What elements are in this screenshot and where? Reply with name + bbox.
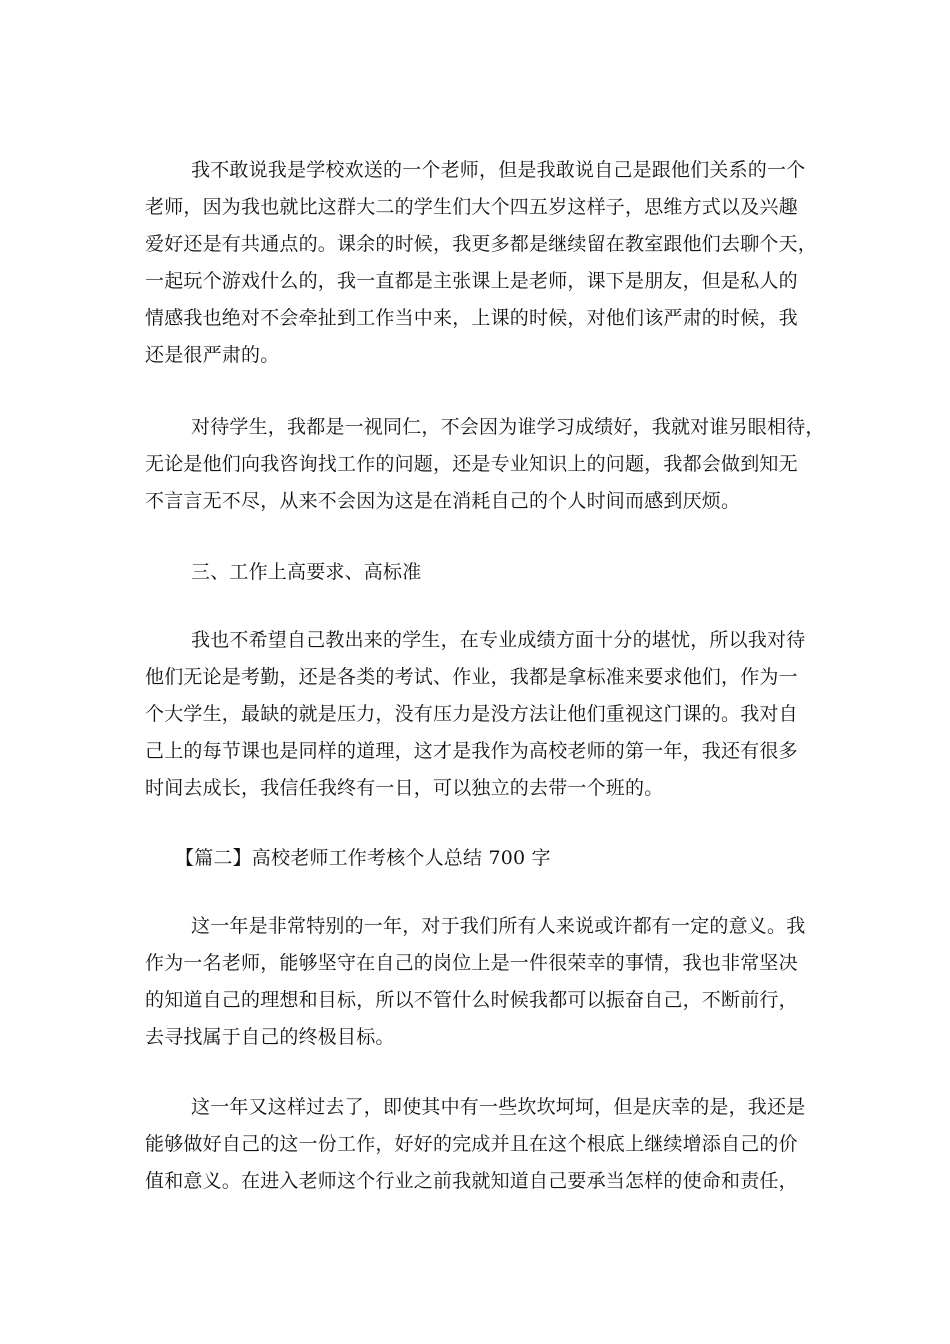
paragraph-line: 个大学生，最缺的就是压力，没有压力是没方法让他们重视这门课的。我对自 — [145, 703, 798, 725]
paragraph-line: 爱好还是有共通点的。课余的时候，我更多都是继续留在教室跟他们去聊个天， — [145, 233, 818, 255]
paragraph-line: 还是很严肃的。 — [145, 344, 280, 366]
paragraph-line: 能够做好自己的这一份工作，好好的完成并且在这个根底上继续增添自己的价 — [145, 1133, 798, 1155]
paragraph-line: 他们无论是考勤，还是各类的考试、作业，我都是拿标准来要求他们，作为一 — [145, 666, 798, 688]
paragraph-line: 这一年是非常特别的一年，对于我们所有人来说或许都有一定的意义。我 — [191, 915, 806, 937]
paragraph-line: 值和意义。在进入老师这个行业之前我就知道自己要承当怎样的使命和责任， — [145, 1170, 798, 1192]
paragraph-line: 一起玩个游戏什么的，我一直都是主张课上是老师，课下是朋友，但是私人的 — [145, 270, 798, 292]
paragraph-line: 情感我也绝对不会牵扯到工作当中来，上课的时候，对他们该严肃的时候，我 — [145, 307, 798, 329]
paragraph-line: 无论是他们向我咨询找工作的问题，还是专业知识上的问题，我都会做到知无 — [145, 453, 798, 475]
paragraph-line: 去寻找属于自己的终极目标。 — [145, 1026, 395, 1048]
paragraph-line: 对待学生，我都是一视同仁，不会因为谁学习成绩好，我就对谁另眼相待， — [191, 416, 825, 438]
paragraph-line: 这一年又这样过去了，即使其中有一些坎坎坷坷，但是庆幸的是，我还是 — [191, 1096, 806, 1118]
chapter-title-text: 【篇二】高校老师工作考核个人总结 700 字 — [175, 847, 551, 869]
paragraph-2 — [145, 409, 825, 520]
paragraph-5 — [145, 1089, 825, 1200]
paragraph-line: 我也不希望自己教出来的学生，在专业成绩方面十分的堪忧，所以我对待 — [191, 629, 806, 651]
paragraph-3 — [145, 622, 825, 807]
paragraph-4 — [145, 908, 825, 1056]
chapter-title — [145, 840, 825, 877]
section-heading-text: 三、工作上高要求、高标准 — [191, 561, 422, 583]
section-heading — [145, 554, 825, 591]
paragraph-line: 不言言无不尽，从来不会因为这是在消耗自己的个人时间而感到厌烦。 — [145, 490, 741, 512]
paragraph-line: 我不敢说我是学校欢送的一个老师，但是我敢说自己是跟他们关系的一个 — [191, 159, 806, 181]
paragraph-line: 的知道自己的理想和目标，所以不管什么时候我都可以振奋自己，不断前行， — [145, 989, 798, 1011]
paragraph-line: 己上的每节课也是同样的道理，这才是我作为高校老师的第一年，我还有很多 — [145, 740, 798, 762]
paragraph-line: 老师，因为我也就比这群大二的学生们大个四五岁这样子，思维方式以及兴趣 — [145, 196, 798, 218]
paragraph-line: 时间去成长，我信任我终有一日，可以独立的去带一个班的。 — [145, 777, 664, 799]
paragraph-1 — [145, 152, 825, 374]
paragraph-line: 作为一名老师，能够坚守在自己的岗位上是一件很荣幸的事情，我也非常坚决 — [145, 952, 798, 974]
